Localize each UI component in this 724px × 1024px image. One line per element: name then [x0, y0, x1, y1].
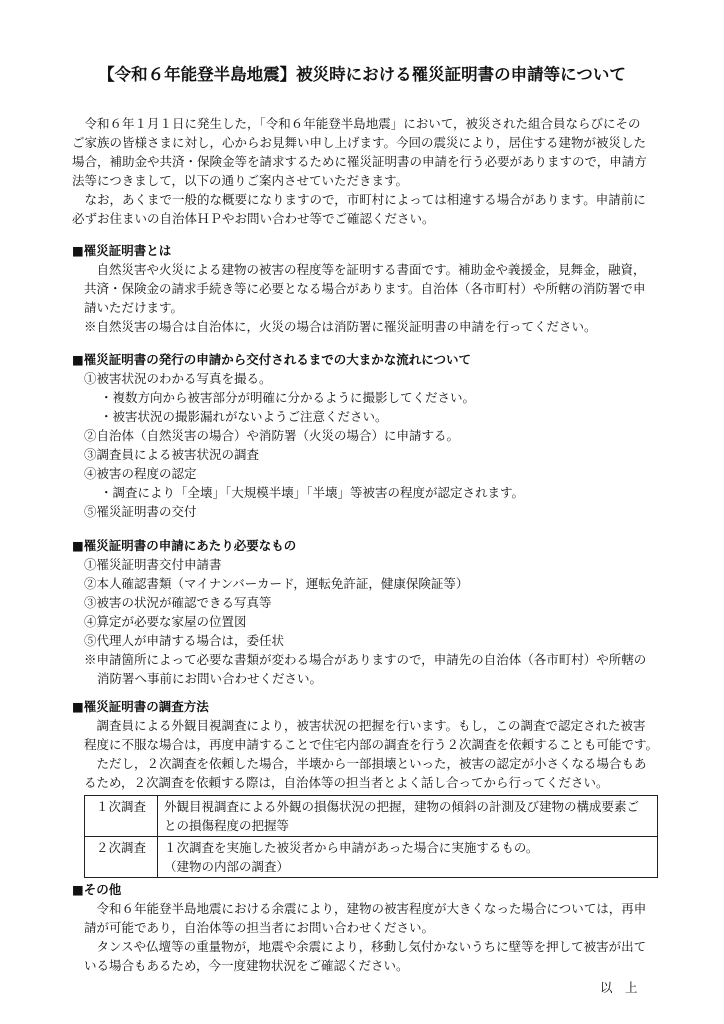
survey-type-description — [158, 796, 658, 837]
required-item: ①罹災証明書交付申請書 — [84, 557, 222, 572]
table-cell-line: １次調査を実施した被災者から申請があった場合に実施するもの。 — [164, 840, 539, 855]
section-note: ※自然災害の場合は自治体に，火災の場合は消防署に罹災証明書の申請を行ってください。 — [84, 319, 597, 334]
survey-table — [84, 795, 658, 878]
intro-line: 場合，補助金や共済・保険金等を請求するために罹災証明書の申請を行う必要がありますので，申請方 — [72, 154, 647, 169]
section-heading: ■その他 — [72, 882, 122, 897]
section-what-is-certificate — [72, 241, 672, 336]
survey-type-label: １次調査 — [85, 796, 158, 837]
flow-step: ①被害状況のわかる写真を撮る。 — [84, 371, 272, 386]
intro-line: 令和６年１月１日に発生した，「令和６年能登半島地震」において，被災された組合員ならびにその — [84, 116, 641, 131]
section-required-items — [72, 536, 672, 688]
required-item: ④算定が必要な家屋の位置図 — [84, 614, 247, 629]
table-cell-line: との損傷程度の把握等 — [164, 818, 290, 833]
required-item: ⑤代理人が申請する場合は，委任状 — [84, 633, 285, 648]
section-line: ただし，２次調査を依頼した場合，半壊から一部損壊といった，被害の認定が小さくなる場合もあ — [96, 756, 647, 771]
intro-line: なお，あくまで一般的な概要になりますので，市町村によっては相違する場合があります。申請前に — [84, 192, 646, 207]
intro-line: 法等につきまして，以下の通りご案内させていただきます。 — [72, 173, 409, 188]
required-item: ②本人確認書類（マイナンバーカード，運転免許証，健康保険証等） — [84, 576, 469, 591]
document-title: 【令和６年能登半島地震】被災時における罹災証明書の申請等について — [98, 65, 626, 84]
flow-step: ⑤罹災証明書の交付 — [84, 504, 197, 519]
flow-substep: ・調査により「全壊」「大規模半壊」「半壊」等被害の程度が認定されます。 — [100, 485, 525, 500]
intro-line: ご家族の皆様さまに対し，心からお見舞い申し上げます。今回の震災により，居住する建物が被災した — [72, 135, 647, 150]
table-cell-line: 外観目視調査による外観の損傷状況の把握，建物の傾斜の計測及び建物の構成要素ご — [164, 799, 640, 814]
survey-type-label: ２次調査 — [85, 837, 158, 878]
section-line: 令和６年能登半島地震における余震により，建物の被害程度が大きくなった場合については，再申 — [96, 901, 647, 916]
table-cell-line: （建物の内部の調査） — [164, 859, 290, 874]
section-note: 消防署へ事前にお問い合わせください。 — [97, 671, 323, 686]
section-survey-method — [72, 697, 672, 792]
section-line: いる場合もあるため，今一度建物状況をご確認ください。 — [84, 958, 409, 973]
section-heading: ■罹災証明書の調査方法 — [72, 699, 209, 714]
flow-step: ②自治体（自然災害の場合）や消防署（火災の場合）に申請する。 — [84, 428, 460, 443]
table-row — [85, 837, 658, 878]
section-application-flow — [72, 350, 672, 521]
section-line: るため，２次調査を依頼する際は，自治体等の担当者とよく話し合ってから行ってください。 — [84, 775, 609, 790]
section-line: 調査員による外観目視調査により，被害状況の把握を行います。もし，この調査で認定された被害 — [96, 718, 646, 733]
table-row — [85, 796, 658, 837]
section-note: ※申請箇所によって必要な書類が変わる場合がありますので，申請先の自治体（各市町村）や所轄の — [84, 652, 647, 667]
section-line: 請いただけます。 — [84, 300, 184, 315]
section-other — [72, 880, 672, 975]
section-heading: ■罹災証明書の申請にあたり必要なもの — [72, 538, 297, 553]
section-heading: ■罹災証明書の発行の申請から交付されるまでの大まかな流れについて — [72, 352, 472, 367]
flow-step: ③調査員による被害状況の調査 — [84, 447, 260, 462]
flow-substep: ・被害状況の撮影漏れがないようご注意ください。 — [100, 409, 388, 424]
section-line: 請が可能であり，自治体等の担当者にお問い合わせください。 — [84, 920, 435, 935]
required-item: ③被害の状況が確認できる写真等 — [84, 595, 272, 610]
section-heading: ■罹災証明書とは — [72, 243, 172, 258]
intro-line: 必ずお住まいの自治体ＨＰやお問い合わせ等でご確認ください。 — [72, 211, 435, 226]
closing-mark: 以 上 — [600, 980, 638, 995]
survey-type-description — [158, 837, 658, 878]
intro-section — [72, 114, 672, 228]
flow-step: ④被害の程度の認定 — [84, 466, 197, 481]
section-line: 程度に不服な場合は，再度申請することで住宅内部の調査を行う２次調査を依頼することも可能です。 — [84, 737, 659, 752]
section-line: タンスや仏壇等の重量物が，地震や余震により，移動し気付かないうちに壁等を押して被害が出て — [96, 939, 647, 954]
section-line: 共済・保険金の請求手続き等に必要となる場合があります。自治体（各市町村）や所轄の消防署で申 — [84, 281, 646, 296]
flow-substep: ・複数方向から被害部分が明確に分かるように撮影してください。 — [100, 390, 476, 405]
section-line: 自然災害や火災による建物の被害の程度等を証明する書面です。補助金や義援金，見舞金，融資， — [96, 262, 646, 277]
